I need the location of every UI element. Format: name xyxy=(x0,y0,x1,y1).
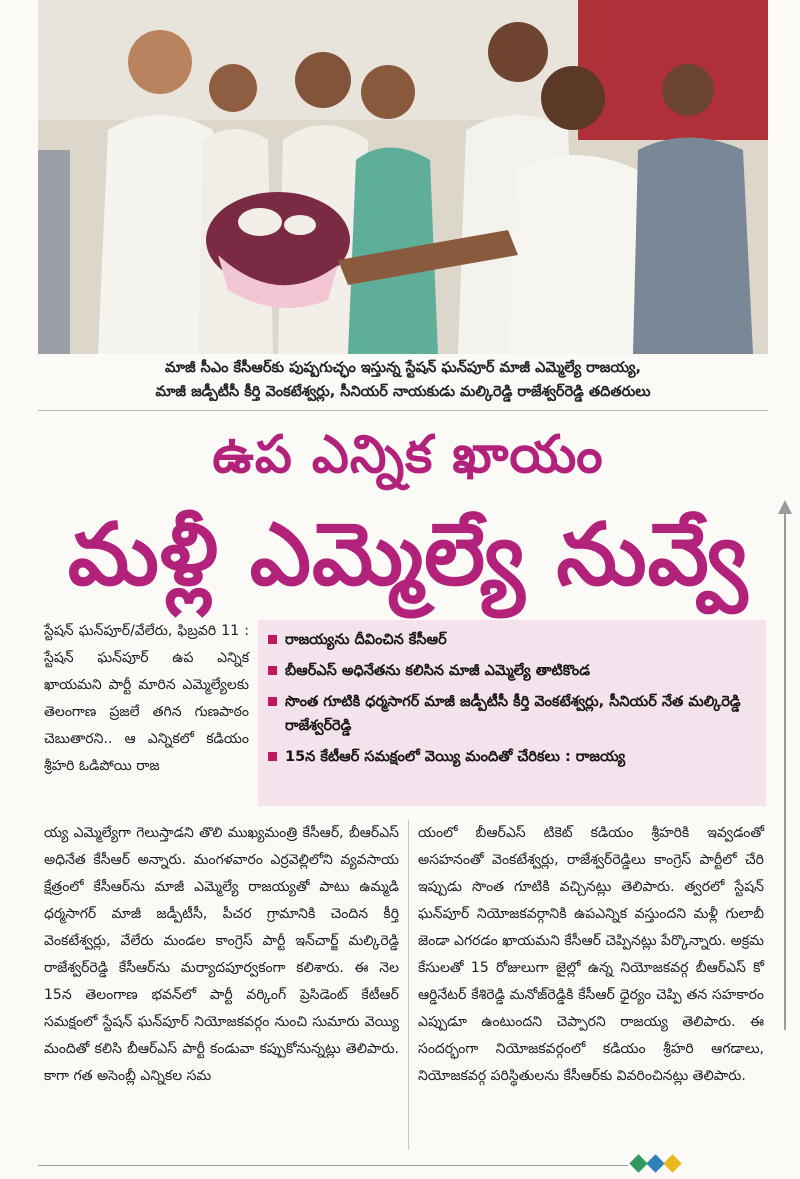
photo-caption xyxy=(38,356,768,404)
column-divider xyxy=(408,820,409,1150)
highlight-item xyxy=(268,628,756,652)
square-bullet-icon xyxy=(268,752,277,761)
square-bullet-icon xyxy=(268,635,277,644)
news-photo xyxy=(38,0,768,354)
intro-paragraph: స్టేషన్ ఘన్‌పూర్/వేలేరు, ఫిబ్రవరి 11 : స్టేషన్ ఘన్‌పూర్ ఉప ఎన్నిక ఖాయమని పార్టీ మారిన ఎమ్మెల్యేలకు తెలంగాణ ప్రజలే తగిన గుణపాఠం చెబుతారని.. ఆ ఎన్నికలో కడియం శ్రీహరి ఓడిపోయి రాజ xyxy=(44,623,249,774)
square-bullet-icon xyxy=(268,697,277,706)
highlight-item xyxy=(268,659,756,683)
caption-divider xyxy=(38,410,768,411)
highlight-item xyxy=(268,690,756,738)
side-arrow-line xyxy=(784,510,786,1030)
body-column-right: యంలో బీఆర్‌ఎస్ టికెట్ కడియం శ్రీహరికి ఇవ్వడంతో అసహనంతో వెంకటేశ్వర్లు, రాజేశ్వర్‌రెడ్డిలు కాంగ్రెస్ పార్టీలో చేరి ఇప్పుడు సొంత గూటికి వచ్చినట్లు తెలిపారు. త్వరలో స్టేషన్ ఘన్‌పూర్ నియోజకవర్గానికి ఉపఎన్నిక వస్తుందని మళ్లీ గులాబీ జెండా ఎగరడం ఖాయమని కేసీఆర్ చెప్పినట్లు పేర్కొన్నారు. అక్రమ కేసులతో 15 రోజులుగా జైల్లో ఉన్న నియోజకవర్గ బీఆర్‌ఎస్ కో ఆర్డినేటర్ కేశిరెడ్డి మనోజ్‌రెడ్డికి కేసీఆర్ ధైర్యం చెప్పి తన సహకారం ఎప్పుడూ ఉంటుందని చెప్పారని రాజయ్య తెలిపారు. ఈ సందర్భంగా నియోజకవర్గంలో కడియం శ్రీహరి ఆగడాలు, నియోజకవర్గ పరిస్థితులను కేసీఆర్‌కు వివరించినట్లు తెలిపారు. xyxy=(418,825,764,1084)
highlight-item xyxy=(268,745,756,769)
footer-diamonds xyxy=(632,1157,679,1170)
caption-line-1: మాజీ సీఎం కేసీఆర్‌కు పుష్పగుచ్ఛం ఇస్తున్న స్టేషన్ ఘన్‌పూర్ మాజీ ఎమ్మెల్యే రాజయ్య, xyxy=(165,360,641,376)
highlights-box xyxy=(258,620,766,806)
highlight-text: బీఆర్‌ఎస్ అధినేతను కలిసిన మాజీ ఎమ్మెల్యే తాటికొండ xyxy=(285,663,590,679)
footer-divider xyxy=(38,1165,628,1166)
caption-line-2: మాజీ జడ్పీటీసీ కీర్తి వెంకటేశ్వర్లు, సీనియర్ నాయకుడు మల్కిరెడ్డి రాజేశ్వర్‌రెడ్డి తదితరులు xyxy=(155,384,651,400)
headline-line-2: మళ్లీ ఎమ్మెల్యే నువ్వే xyxy=(67,505,749,605)
headline-line-1: ఉప ఎన్నిక ఖాయం xyxy=(212,425,604,485)
highlight-text: సొంత గూటికి ధర్మసాగర్ మాజీ జడ్పీటీసీ కీర్తి వెంకటేశ్వర్లు, సీనియర్ నేత మల్కిరెడ్డి రాజేశ్వర్‌రెడ్డి xyxy=(285,694,741,734)
highlight-text: 15న కేటీఆర్ సమక్షంలో వెయ్యి మందితో చేరికలు : రాజయ్య xyxy=(285,749,626,765)
yellow-diamond-icon xyxy=(663,1154,681,1172)
square-bullet-icon xyxy=(268,666,277,675)
body-column-left: య్య ఎమ్మెల్యేగా గెలుస్తాడని తొలి ముఖ్యమంత్రి కేసీఆర్, బీఆర్‌ఎస్ అధినేత కేసీఆర్ అన్నారు. మంగళవారం ఎర్రవెల్లిలోని వ్యవసాయ క్షేత్రంలో కేసీఆర్‌ను మాజీ ఎమ్మెల్యే రాజయ్యతో పాటు ఉమ్మడి ధర్మసాగర్ మాజీ జడ్పీటీసీ, పీచర గ్రామానికి చెందిన కీర్తి వెంకటేశ్వర్లు, వేలేరు మండల కాంగ్రెస్ పార్టీ ఇన్‌చార్జ్ మల్కిరెడ్డి రాజేశ్వర్‌రెడ్డి కేసీఆర్‌ను మర్యాదపూర్వకంగా కలిశారు. ఈ నెల 15న తెలంగాణ భవన్‌లో పార్టీ వర్కింగ్ ప్రెసిడెంట్ కేటీఆర్ సమక్షంలో స్టేషన్ ఘన్‌పూర్ నియోజకవర్గం నుంచి సుమారు వెయ్యి మందితో కలిసి బీఆర్‌ఎస్ పార్టీ కండువా కప్పుకోనున్నట్లు తెలిపారు. కాగా గత అసెంబ్లీ ఎన్నికల సమ xyxy=(44,825,399,1084)
group-photo-illustration xyxy=(38,0,768,354)
blue-diamond-icon xyxy=(646,1154,664,1172)
green-diamond-icon xyxy=(629,1154,647,1172)
highlight-text: రాజయ్యను దీవించిన కేసీఆర్ xyxy=(285,632,447,648)
